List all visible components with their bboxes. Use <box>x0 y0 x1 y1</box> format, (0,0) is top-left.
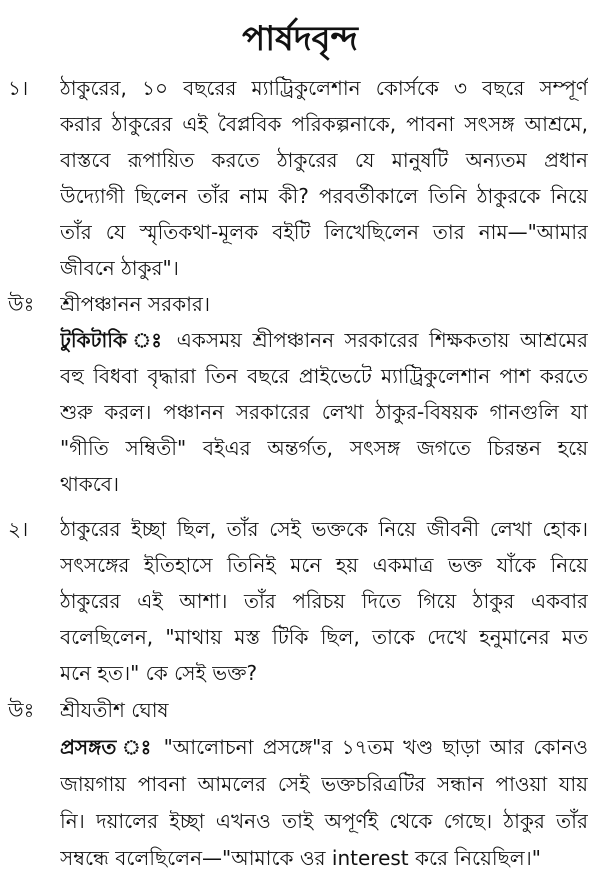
question-line: সৎসঙ্গের ইতিহাসে তিনিই মনে হয় একমাত্র ভক্ত যাঁকে নিয়ে <box>60 553 588 577</box>
question-line: মনে হত।" কে সেই ভক্ত? <box>60 661 258 685</box>
question-line: ঠাকুরের, ১০ বছরের ম্যাট্রিকুলেশান কোর্সকে ৩ বছরে সম্পূর্ণ <box>60 76 588 100</box>
question-line: ঠাকুরের ইচ্ছা ছিল, তাঁর সেই ভক্তকে নিয়ে জীবনী লেখা হোক। <box>60 517 588 541</box>
note-line: শুরু করল। পঞ্চানন সরকারের লেখা ঠাকুর-বিষয়ক গানগুলি যা <box>60 400 588 424</box>
question-line: বাস্তবে রূপায়িত করতে ঠাকুরের যে মানুষটি অন্যতম প্রধান <box>60 148 588 172</box>
question-line: জীবনে ঠাকুর"। <box>60 256 179 280</box>
answer-label: উঃ <box>8 292 35 316</box>
question-line: করার ঠাকুরের এই বৈপ্লবিক পরিকল্পনাকে, পাবনা সৎসঙ্গ আশ্রমে, <box>60 112 588 136</box>
note-line: থাকবে। <box>60 472 120 496</box>
note-text: "আলোচনা প্রসঙ্গে"র ১৭তম খণ্ড ছাড়া আর কোনও <box>163 735 588 759</box>
page-title: পার্ষদবৃন্দ <box>242 19 358 59</box>
answer-text: শ্রীপঞ্চানন সরকার। <box>60 292 211 316</box>
question-number: ২। <box>8 517 29 541</box>
question-line: উদ্যোগী ছিলেন তাঁর নাম কী? পরবর্তীকালে তিনি ঠাকুরকে নিয়ে <box>60 184 588 208</box>
answer-label: উঃ <box>8 698 35 722</box>
question-line: তাঁর যে স্মৃতিকথা-মূলক বইটি লিখেছিলেন তার নাম—"আমার <box>60 220 588 244</box>
note-label: টুকিটাকি ঃ <box>60 328 167 352</box>
note-text: একসময় শ্রীপঞ্চানন সরকারের শিক্ষকতায় আশ্রমের <box>176 328 588 352</box>
answer-text: শ্রীযতীশ ঘোষ <box>60 698 169 722</box>
note-line: সম্বন্ধে বলেছিলেন—"আমাকে ওর interest করে নিয়েছিল।" <box>60 846 541 870</box>
note-line: বহু বিধবা বৃদ্ধারা তিন বছরে প্রাইভেটে ম্যাট্রিকুলেশান পাশ করতে <box>60 364 588 388</box>
question-line: বলেছিলেন, "মাথায় মস্ত টিকি ছিল, তাকে দেখে হনুমানের মত <box>60 625 588 649</box>
note-first-line <box>60 322 588 358</box>
question-line: ঠাকুরের এই আশা। তাঁর পরিচয় দিতে গিয়ে ঠাকুর একবার <box>60 589 588 613</box>
note-line: "গীতি সম্বিতী" বইএর অন্তর্গত, সৎসঙ্গ জগতে চিরন্তন হয়ে <box>60 436 588 460</box>
note-label: প্রসঙ্গত ঃ <box>60 735 155 759</box>
note-line: জায়গায় পাবনা আমলের সেই ভক্তচরিত্রটির সন্ধান পাওয়া যায় <box>60 772 588 796</box>
question-number: ১। <box>8 76 29 100</box>
note-line: নি। দয়ালের ইচ্ছা এখনও তাই অপূর্ণই থেকে গেছে। ঠাকুর তাঁর <box>60 809 588 833</box>
note-first-line <box>60 729 588 765</box>
